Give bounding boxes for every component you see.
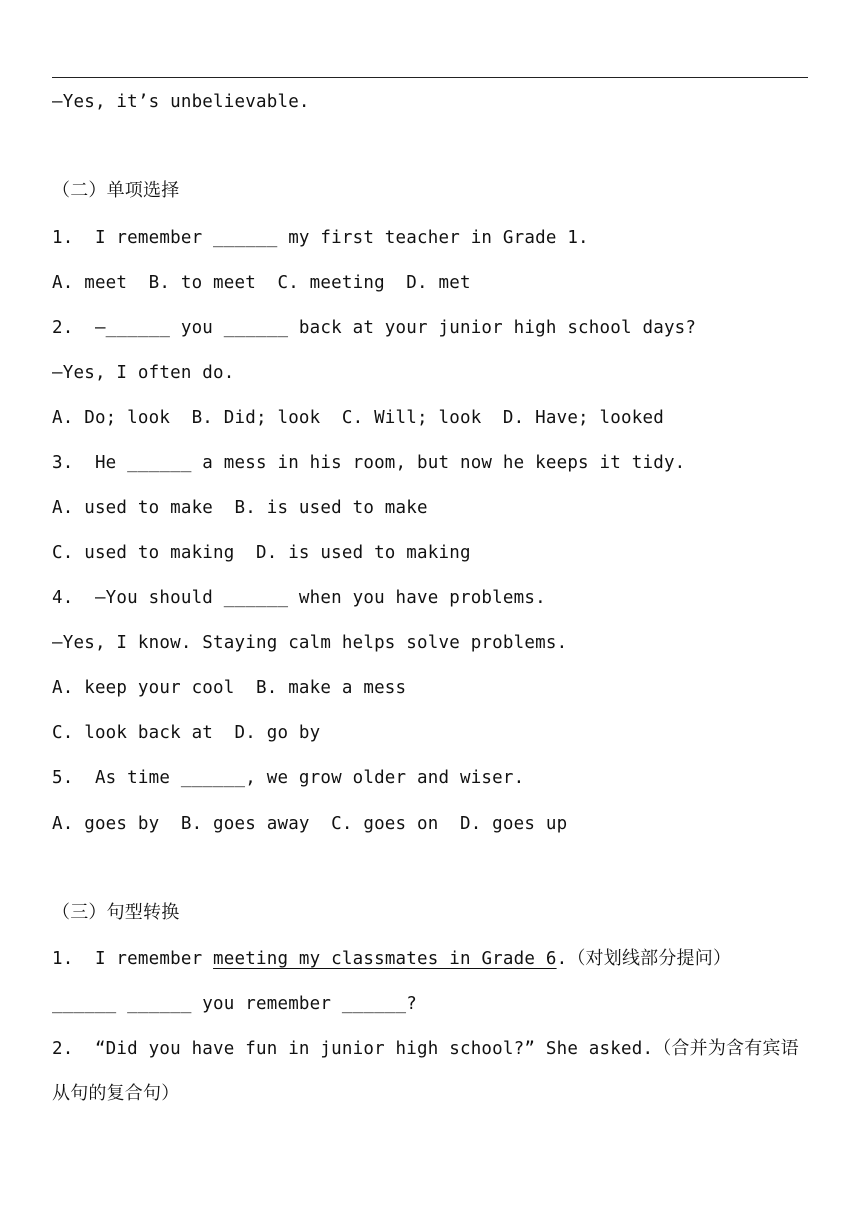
transform-q1 xyxy=(52,946,812,972)
q4-reply: —Yes, I know. Staying calm helps solve problems. xyxy=(52,633,568,653)
q4-options-a-b: A. keep your cool B. make a mess xyxy=(52,678,407,698)
previous-answer-line: —Yes, it’s unbelievable. xyxy=(52,92,310,112)
transform-q2-text: 2. “Did you have fun in junior high school?” She asked. xyxy=(52,1039,654,1059)
transform-q1-prefix: 1. I remember xyxy=(52,949,214,969)
transform-q1-answer-line: ______ ______ you remember ______? xyxy=(52,994,418,1014)
transform-q1-instruction: （对划线部分提问） xyxy=(567,948,732,969)
section-3-heading: （三）句型转换 xyxy=(52,902,180,923)
q2-stem: 2. —______ you ______ back at your junior high school days? xyxy=(52,318,697,338)
q2-options: A. Do; look B. Did; look C. Will; look D. Have; looked xyxy=(52,408,664,428)
q5-options: A. goes by B. goes away C. goes on D. goes up xyxy=(52,814,568,834)
transform-q2-instruction: （合并为含有宾语 xyxy=(653,1038,799,1059)
q3-stem: 3. He ______ a mess in his room, but now he keeps it tidy. xyxy=(52,453,686,473)
q1-options: A. meet B. to meet C. meeting D. met xyxy=(52,273,471,293)
q3-options-a-b: A. used to make B. is used to make xyxy=(52,498,428,518)
q2-reply: —Yes, I often do. xyxy=(52,363,235,383)
transform-q1-suffix: . xyxy=(556,949,568,969)
transform-q2-instruction-cont: 从句的复合句） xyxy=(52,1083,180,1104)
transform-q2 xyxy=(52,1036,812,1062)
transform-q1-underlined-part: meeting my classmates in Grade 6 xyxy=(213,949,557,969)
q3-options-c-d: C. used to making D. is used to making xyxy=(52,543,471,563)
q4-stem: 4. —You should ______ when you have problems. xyxy=(52,588,546,608)
q1-stem: 1. I remember ______ my first teacher in Grade 1. xyxy=(52,228,589,248)
q5-stem: 5. As time ______, we grow older and wiser. xyxy=(52,768,525,788)
section-2-heading: （二）单项选择 xyxy=(52,180,180,201)
q4-options-c-d: C. look back at D. go by xyxy=(52,723,321,743)
top-divider xyxy=(52,77,808,78)
